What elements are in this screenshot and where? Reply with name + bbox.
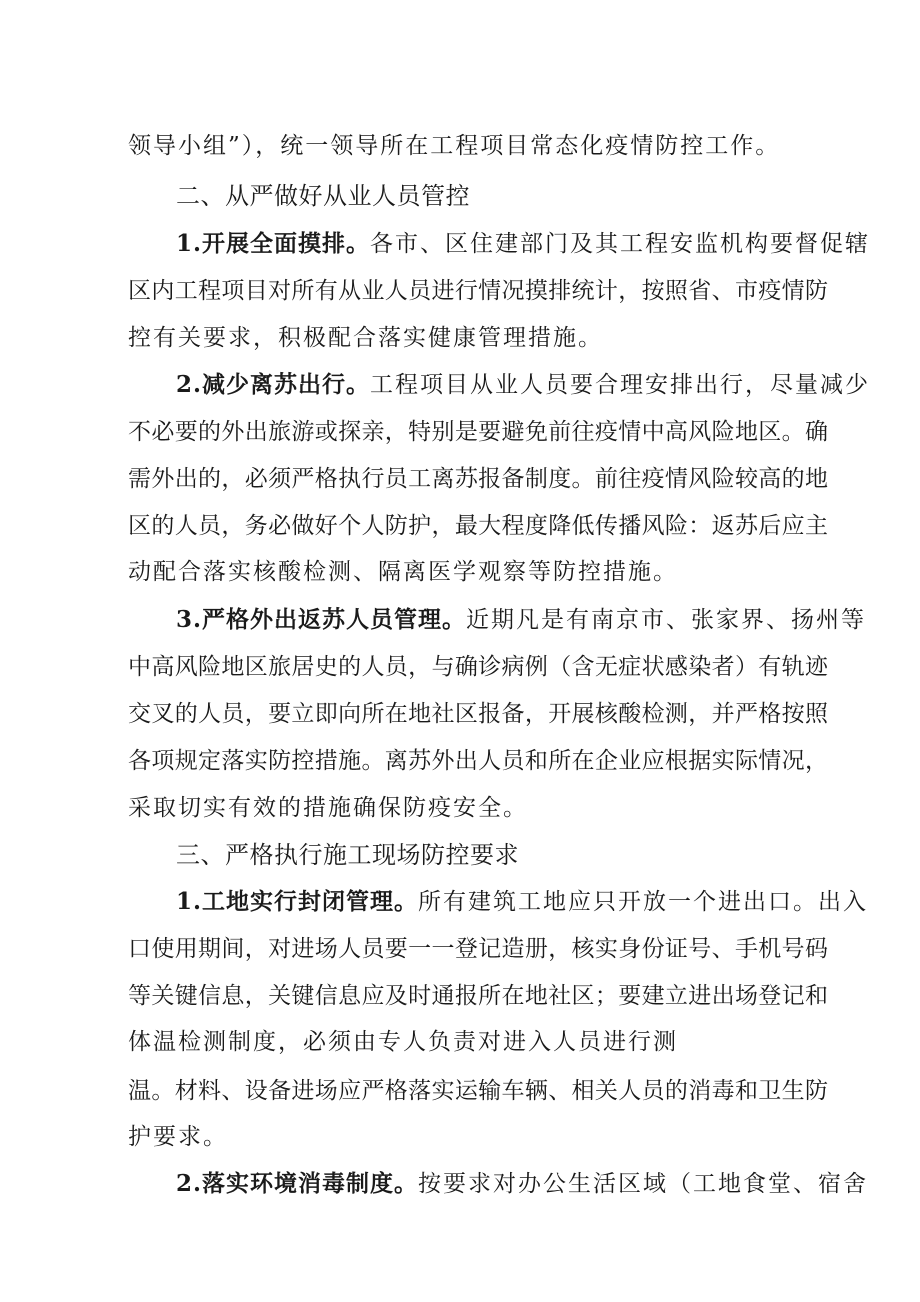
text-line: 等关键信息，关键信息应及时通报所在地社区；要建立进出场登记和 <box>128 983 828 1009</box>
text-line: 采取切实有效的措施确保防疫安全。 <box>128 795 528 821</box>
paragraph-3-title: 3.严格外出返苏人员管理。 <box>176 606 467 633</box>
text-line: 领导小组”），统一领导所在工程项目常态化疫情防控工作。 <box>128 133 781 159</box>
text-line: 需外出的，必须严格执行员工离苏报备制度。前往疫情风险较高的地 <box>128 466 828 492</box>
paragraph-5-line-1: 2.落实环境消毒制度。按要求对办公生活区域（工地食堂、宿舍 <box>176 1170 869 1197</box>
text-line: 体温检测制度，必须由专人负责对进入人员进行测 <box>128 1029 678 1055</box>
paragraph-4-line-1: 1.工地实行封闭管理。所有建筑工地应只开放一个进出口。出入 <box>176 888 869 915</box>
text-line: 区的人员，务必做好个人防护，最大程度降低传播风险：返苏后应主 <box>128 513 828 539</box>
paragraph-4-title: 1.工地实行封闭管理。 <box>176 888 419 915</box>
text-line: 动配合落实核酸检测、隔离医学观察等防控措施。 <box>128 559 678 585</box>
paragraph-5-title: 2.落实环境消毒制度。 <box>176 1170 419 1197</box>
section-heading-2: 二、从严做好从业人员管控 <box>176 182 470 210</box>
paragraph-2-line-1: 2.减少离苏出行。工程项目从业人员要合理安排出行，尽量减少 <box>176 371 871 398</box>
paragraph-1-line-1: 1.开展全面摸排。各市、区住建部门及其工程安监机构要督促辖 <box>176 230 871 257</box>
text-line: 温。材料、设备进场应严格落实运输车辆、相关人员的消毒和卫生防 <box>128 1078 828 1104</box>
text-line: 控有关要求，积极配合落实健康管理措施。 <box>128 325 603 351</box>
section-heading-3: 三、严格执行施工现场防控要求 <box>176 841 519 869</box>
paragraph-3-line-1: 3.严格外出返苏人员管理。近期凡是有南京市、张家界、扬州等 <box>176 606 867 633</box>
text-line: 不必要的外出旅游或探亲，特别是要避免前往疫情中高风险地区。确 <box>128 419 828 445</box>
text-line: 区内工程项目对所有从业人员进行情况摸排统计，按照省、市疫情防 <box>128 278 828 304</box>
text-line: 护要求。 <box>128 1124 228 1150</box>
paragraph-1-title: 1.开展全面摸排。 <box>176 230 371 257</box>
text-line: 口使用期间，对进场人员要一一登记造册，核实身份证号、手机号码 <box>128 936 828 962</box>
text-line: 中高风险地区旅居史的人员，与确诊病例（含无症状感染者）有轨迹 <box>128 654 828 680</box>
text-line: 各项规定落实防控措施。离苏外出人员和所在企业应根据实际情况， <box>128 748 828 774</box>
text-line: 交叉的人员，要立即向所在地社区报备，开展核酸检测，并严格按照 <box>128 701 828 727</box>
paragraph-2-title: 2.减少离苏出行。 <box>176 371 371 398</box>
